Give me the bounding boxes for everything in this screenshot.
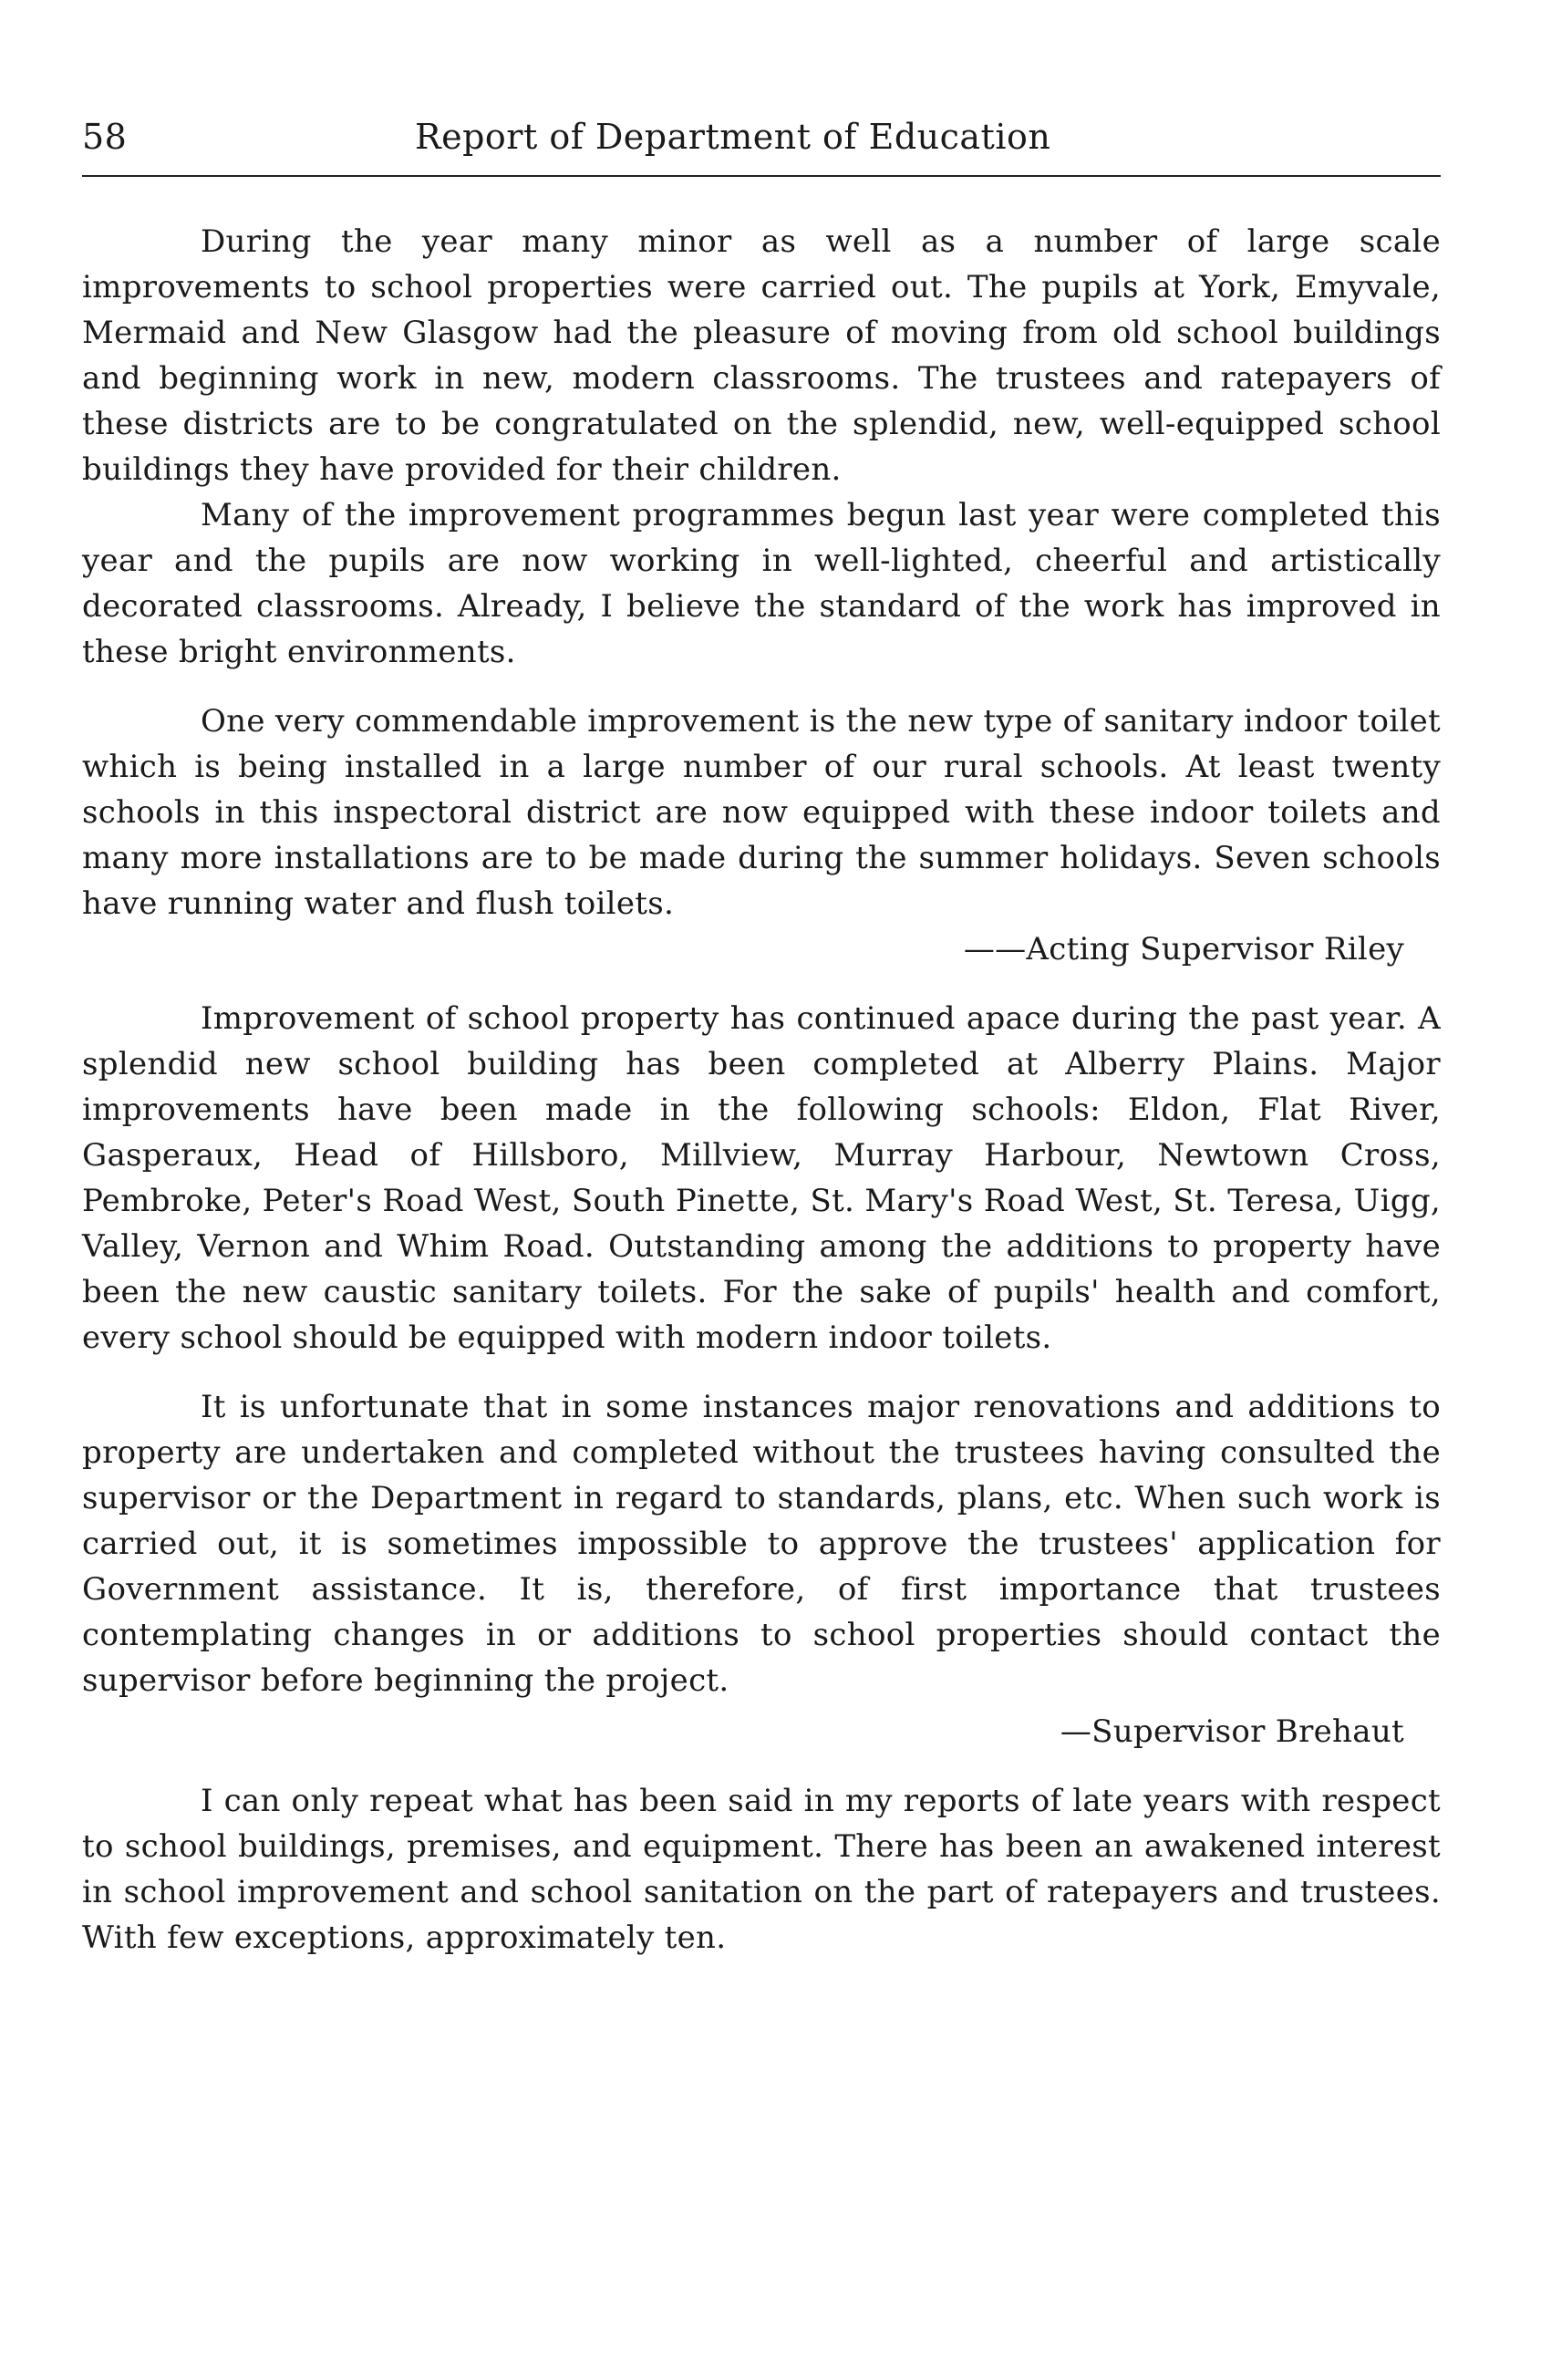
paragraph: One very commendable improvement is the new type of sanitary indoor toilet which is being installed in a large number of our rural schools. At least twenty schools in this inspectoral district are now equipped with these indoor toilets and many more installations are to be made during the summer holidays. Seven schools have running water and flush toilets.	[82, 703, 1441, 922]
signature-riley: ——Acting Supervisor Riley	[963, 931, 1404, 968]
paragraph: It is unfortunate that in some instances major renovations and additions to property are undertaken and completed without the trustees having consulted the supervisor or the Department in regard to standards, plans, etc. When such work is carried out, it is sometimes impossible to approve the trustees' application for Government assistance. It is, therefore, of first importance that trustees contemplating changes in or additions to school properties should contact the supervisor before beginning the project.	[82, 1389, 1441, 1699]
header-rule	[82, 175, 1441, 177]
page-number: 58	[82, 117, 128, 157]
signature-brehaut: —Supervisor Brehaut	[1060, 1713, 1404, 1750]
paragraph: Improvement of school property has continued apace during the past year. A splendid new school building has been completed at Alberry Plains. Major improvements have been made in the following schools: Eldon, Flat River, Gasperaux, Head of Hillsboro, Millview, Murray Harbour, Newtown Cross, Pembroke, Peter's Road West, South Pinette, St. Mary's Road West, St. Teresa, Uigg, Valley, Vernon and Whim Road. Outstanding among the additions to property have been the new caustic sanitary toilets. For the sake of pupils' health and comfort, every school should be equipped with modern indoor toilets.	[82, 1000, 1441, 1356]
page-header	[82, 117, 1441, 164]
paragraph: Many of the improvement programmes begun last year were completed this year and the pupils are now working in well-lighted, cheerful and artistically decorated classrooms. Already, I believe the standard of the work has improved in these bright environments.	[82, 497, 1441, 670]
paragraph: I can only repeat what has been said in my reports of late years with respect to school buildings, premises, and equipment. There has been an awakened interest in school improvement and school sanitation on the part of ratepayers and trustees. With few exceptions, approximately ten.	[82, 1783, 1441, 1956]
paragraph: During the year many minor as well as a number of large scale improvements to school properties were carried out. The pupils at York, Emyvale, Mermaid and New Glasgow had the pleasure of moving from old school buildings and beginning work in new, modern classrooms. The trustees and ratepayers of these districts are to be congratulated on the splendid, new, well-equipped school buildings they have provided for their children.	[82, 223, 1441, 488]
running-head: Report of Department of Education	[415, 117, 1051, 157]
body-text	[82, 219, 1441, 1961]
